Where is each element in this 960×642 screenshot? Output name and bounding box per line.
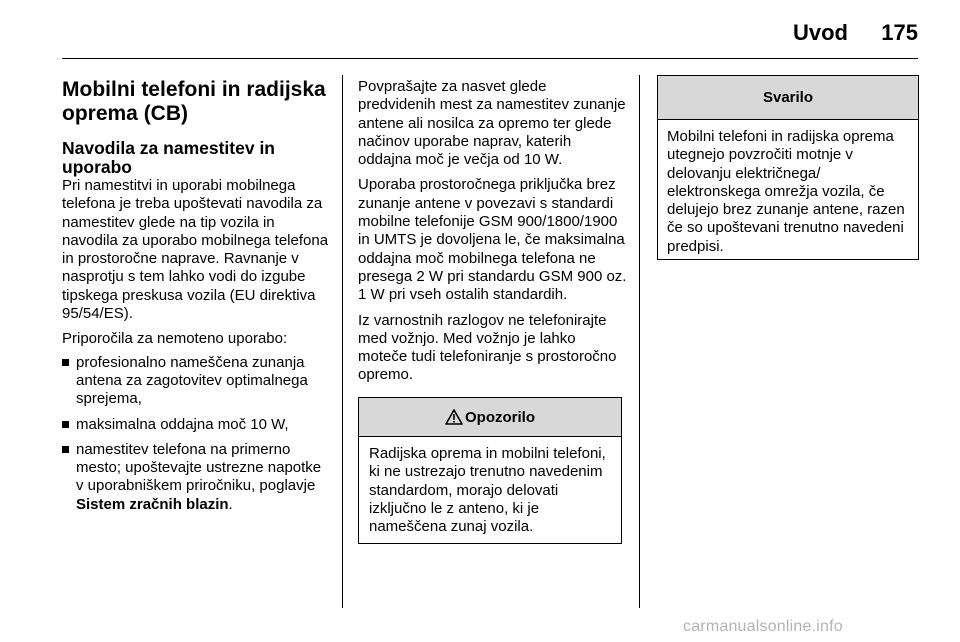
- warning-triangle-icon: [445, 409, 463, 425]
- airbag-system-reference-link[interactable]: Sistem zračnih blazin: [76, 495, 229, 513]
- bullet-square-icon: [62, 421, 69, 428]
- section-title: Mobilni telefoni in radijska oprema (CB): [62, 78, 326, 125]
- recommendations-intro: Priporočila za nemoteno uporabo:: [62, 330, 288, 348]
- warning-header: [359, 398, 621, 437]
- column-divider-1: [342, 75, 343, 608]
- header-divider: [62, 58, 918, 59]
- list-item-end: .: [228, 495, 233, 513]
- list-item: [62, 416, 332, 434]
- warning-title: Opozorilo: [465, 408, 535, 426]
- page-number: 175: [881, 20, 918, 45]
- page-header: [0, 14, 960, 54]
- warning-text: Radijska oprema in mobilni telefoni, ki ne ustrezajo trenutno navedenim standardom, morajo delovati izključno le z anteno, ki je nameščena zunaj vozila.: [369, 445, 606, 536]
- caution-text: Mobilni telefoni in radijska oprema utegnejo povzročiti motnje v delovanju električnega/ elektronskega omrežja vozila, če delujejo brez zunanje antene, razen če so upoštevani trenutno navedeni predpisi.: [667, 128, 905, 255]
- bullet-square-icon: [62, 446, 69, 453]
- list-item-text: namestitev telefona na primerno mesto; upoštevajte ustrezne napotke v uporabniškem priročniku, poglavje: [76, 440, 322, 495]
- bullet-square-icon: [62, 359, 69, 366]
- watermark: carmanualsonline.info: [683, 618, 843, 635]
- list-item-text: profesionalno nameščena zunanja antena za zagotovitev optimalnega sprejema,: [76, 353, 308, 408]
- installation-paragraph: Pri namestitvi in uporabi mobilnega telefona je treba upoštevati navodila za namestitev glede na tip vozila in navodila za uporabo mobilnega telefona in prostoročne naprave. Ravnanje v nasprotju s tem lahko vodi do izgube tipskega preskusa vozila (EU direktiva 95/54/ES).: [62, 177, 329, 323]
- subsection-title: Navodila za namestitev in uporabo: [62, 138, 275, 177]
- antenna-advice-paragraph: Povprašajte za nasvet glede predvidenih mest za namestitev zunanje antene ali nosilca za opremo ter glede načinov uporabe naprav, katerih oddajna moč je večja od 10 W.: [358, 78, 626, 169]
- recommendations-list: [62, 354, 332, 514]
- handsfree-paragraph: Uporaba prostoročnega priključka brez zunanje antene v povezavi s standardi mobilne telefonije GSM 900/1800/1900 in UMTS je dovoljena le, če maksimalna oddajna moč mobilnega telefona ne presega 2 W pri standardu GSM 900 oz. 1 W pri vseh ostalih standardih.: [358, 176, 627, 304]
- list-item: [62, 441, 332, 514]
- header-section-title: Uvod: [793, 20, 848, 45]
- column-2: [358, 78, 628, 385]
- safety-paragraph: Iz varnostnih razlogov ne telefonirajte med vožnjo. Med vožnjo je lahko moteče tudi telefoniranje s prostoročno opremo.: [358, 311, 617, 384]
- list-item-text: maksimalna oddajna moč 10 W,: [76, 415, 289, 433]
- column-1: [62, 78, 332, 521]
- caution-box: [657, 75, 919, 260]
- warning-box: [358, 397, 622, 544]
- caution-title: Svarilo: [762, 89, 814, 106]
- caution-header: [658, 76, 918, 120]
- list-item: [62, 354, 332, 409]
- column-divider-2: [639, 75, 640, 608]
